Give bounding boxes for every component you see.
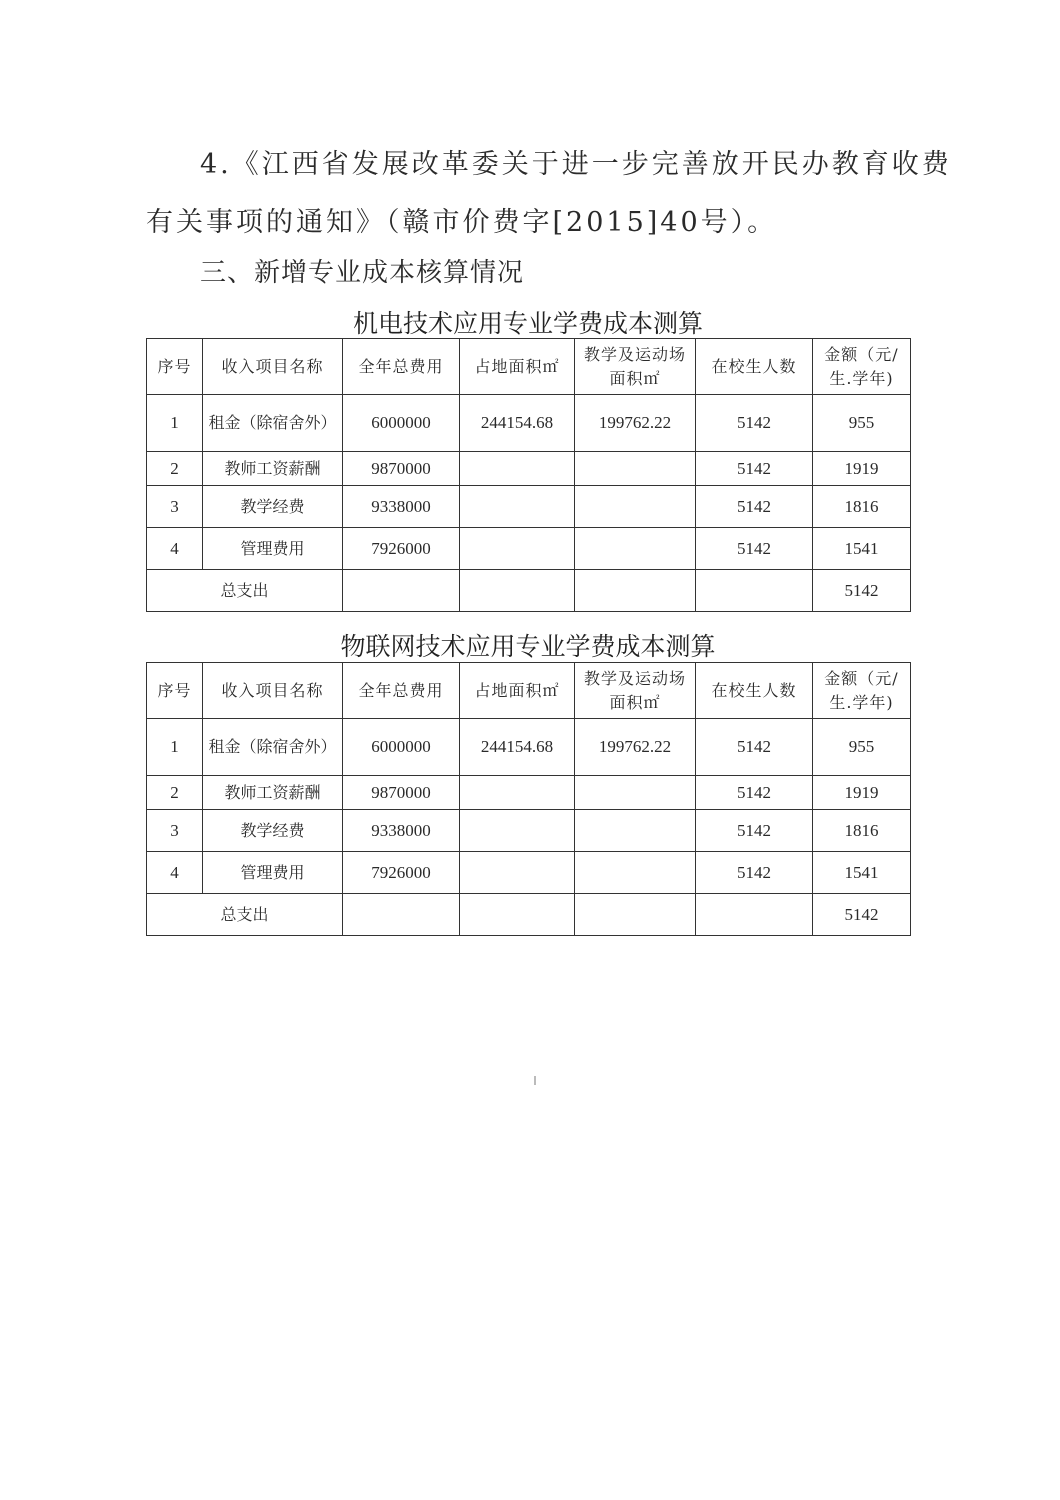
cell-seq: 2: [147, 776, 203, 810]
cost-table-iot: [146, 662, 911, 936]
cell-amount: 1919: [813, 452, 911, 486]
header-amount: 金额（元/生.学年): [813, 663, 911, 719]
table-header-row: [147, 663, 911, 719]
total-amount: 5142: [813, 570, 911, 612]
cell-seq: 1: [147, 719, 203, 776]
table-total-row: [147, 894, 911, 936]
cell-annual: 9870000: [343, 452, 460, 486]
header-amount: 金额（元/生.学年): [813, 339, 911, 395]
table-total-row: [147, 570, 911, 612]
total-label: 总支出: [147, 894, 343, 936]
cell-empty: [460, 570, 575, 612]
cell-item: 管理费用: [203, 852, 343, 894]
table-row: [147, 528, 911, 570]
cell-seq: 3: [147, 486, 203, 528]
cell-sport: [575, 776, 696, 810]
header-seq: 序号: [147, 339, 203, 395]
cell-empty: [460, 894, 575, 936]
cell-empty: [343, 570, 460, 612]
total-amount: 5142: [813, 894, 911, 936]
cell-land: 244154.68: [460, 395, 575, 452]
cell-amount: 955: [813, 719, 911, 776]
cell-students: 5142: [696, 810, 813, 852]
section-heading: 三、新增专业成本核算情况: [200, 258, 525, 288]
cell-seq: 1: [147, 395, 203, 452]
table-header-row: [147, 339, 911, 395]
cost-table-mechatronics: [146, 338, 911, 612]
table-row: [147, 395, 911, 452]
cell-land: [460, 452, 575, 486]
cell-item: 教师工资薪酬: [203, 776, 343, 810]
cell-sport: 199762.22: [575, 719, 696, 776]
header-students: 在校生人数: [696, 663, 813, 719]
cell-seq: 4: [147, 528, 203, 570]
cell-seq: 4: [147, 852, 203, 894]
table-row: [147, 719, 911, 776]
header-item: 收入项目名称: [203, 339, 343, 395]
table-row: [147, 776, 911, 810]
cell-item: 教学经费: [203, 486, 343, 528]
cell-land: [460, 810, 575, 852]
paragraph-line-1: 4.《江西省发展改革委关于进一步完善放开民办教育收费: [200, 149, 952, 180]
cell-empty: [696, 894, 813, 936]
cell-land: [460, 776, 575, 810]
cell-empty: [696, 570, 813, 612]
header-seq: 序号: [147, 663, 203, 719]
cell-annual: 9338000: [343, 486, 460, 528]
cell-item: 教学经费: [203, 810, 343, 852]
cell-amount: 955: [813, 395, 911, 452]
cell-land: 244154.68: [460, 719, 575, 776]
cell-annual: 6000000: [343, 719, 460, 776]
cell-students: 5142: [696, 719, 813, 776]
cell-empty: [575, 570, 696, 612]
cell-sport: [575, 810, 696, 852]
header-sport: 教学及运动场面积㎡: [575, 663, 696, 719]
cell-item: 租金（除宿舍外）: [203, 719, 343, 776]
header-sport: 教学及运动场面积㎡: [575, 339, 696, 395]
cell-annual: 9870000: [343, 776, 460, 810]
table-row: [147, 486, 911, 528]
header-annual: 全年总费用: [343, 663, 460, 719]
paragraph-line-2: 有关事项的通知》（赣市价费字[2015]40号）。: [146, 207, 778, 238]
cell-land: [460, 528, 575, 570]
cell-annual: 7926000: [343, 852, 460, 894]
cell-amount: 1541: [813, 852, 911, 894]
cell-students: 5142: [696, 776, 813, 810]
cell-annual: 9338000: [343, 810, 460, 852]
cell-students: 5142: [696, 852, 813, 894]
table-title-mechatronics: 机电技术应用专业学费成本测算: [352, 309, 703, 338]
header-students: 在校生人数: [696, 339, 813, 395]
scan-mark: [534, 1076, 536, 1085]
cell-sport: [575, 852, 696, 894]
cell-land: [460, 486, 575, 528]
cell-land: [460, 852, 575, 894]
cell-students: 5142: [696, 395, 813, 452]
table-title-iot: 物联网技术应用专业学费成本测算: [340, 632, 716, 661]
cell-students: 5142: [696, 528, 813, 570]
cell-sport: [575, 486, 696, 528]
header-item: 收入项目名称: [203, 663, 343, 719]
cell-sport: 199762.22: [575, 395, 696, 452]
cell-students: 5142: [696, 486, 813, 528]
header-annual: 全年总费用: [343, 339, 460, 395]
table-row: [147, 810, 911, 852]
cell-amount: 1816: [813, 486, 911, 528]
cell-item: 管理费用: [203, 528, 343, 570]
cell-item: 教师工资薪酬: [203, 452, 343, 486]
cell-annual: 7926000: [343, 528, 460, 570]
cell-sport: [575, 452, 696, 486]
cell-amount: 1919: [813, 776, 911, 810]
cell-seq: 3: [147, 810, 203, 852]
total-label: 总支出: [147, 570, 343, 612]
cell-empty: [575, 894, 696, 936]
header-land: 占地面积㎡: [460, 663, 575, 719]
cell-empty: [343, 894, 460, 936]
table-row: [147, 852, 911, 894]
cell-seq: 2: [147, 452, 203, 486]
cell-amount: 1541: [813, 528, 911, 570]
cell-amount: 1816: [813, 810, 911, 852]
cell-sport: [575, 528, 696, 570]
header-land: 占地面积㎡: [460, 339, 575, 395]
table-row: [147, 452, 911, 486]
cell-item: 租金（除宿舍外）: [203, 395, 343, 452]
cell-students: 5142: [696, 452, 813, 486]
cell-annual: 6000000: [343, 395, 460, 452]
